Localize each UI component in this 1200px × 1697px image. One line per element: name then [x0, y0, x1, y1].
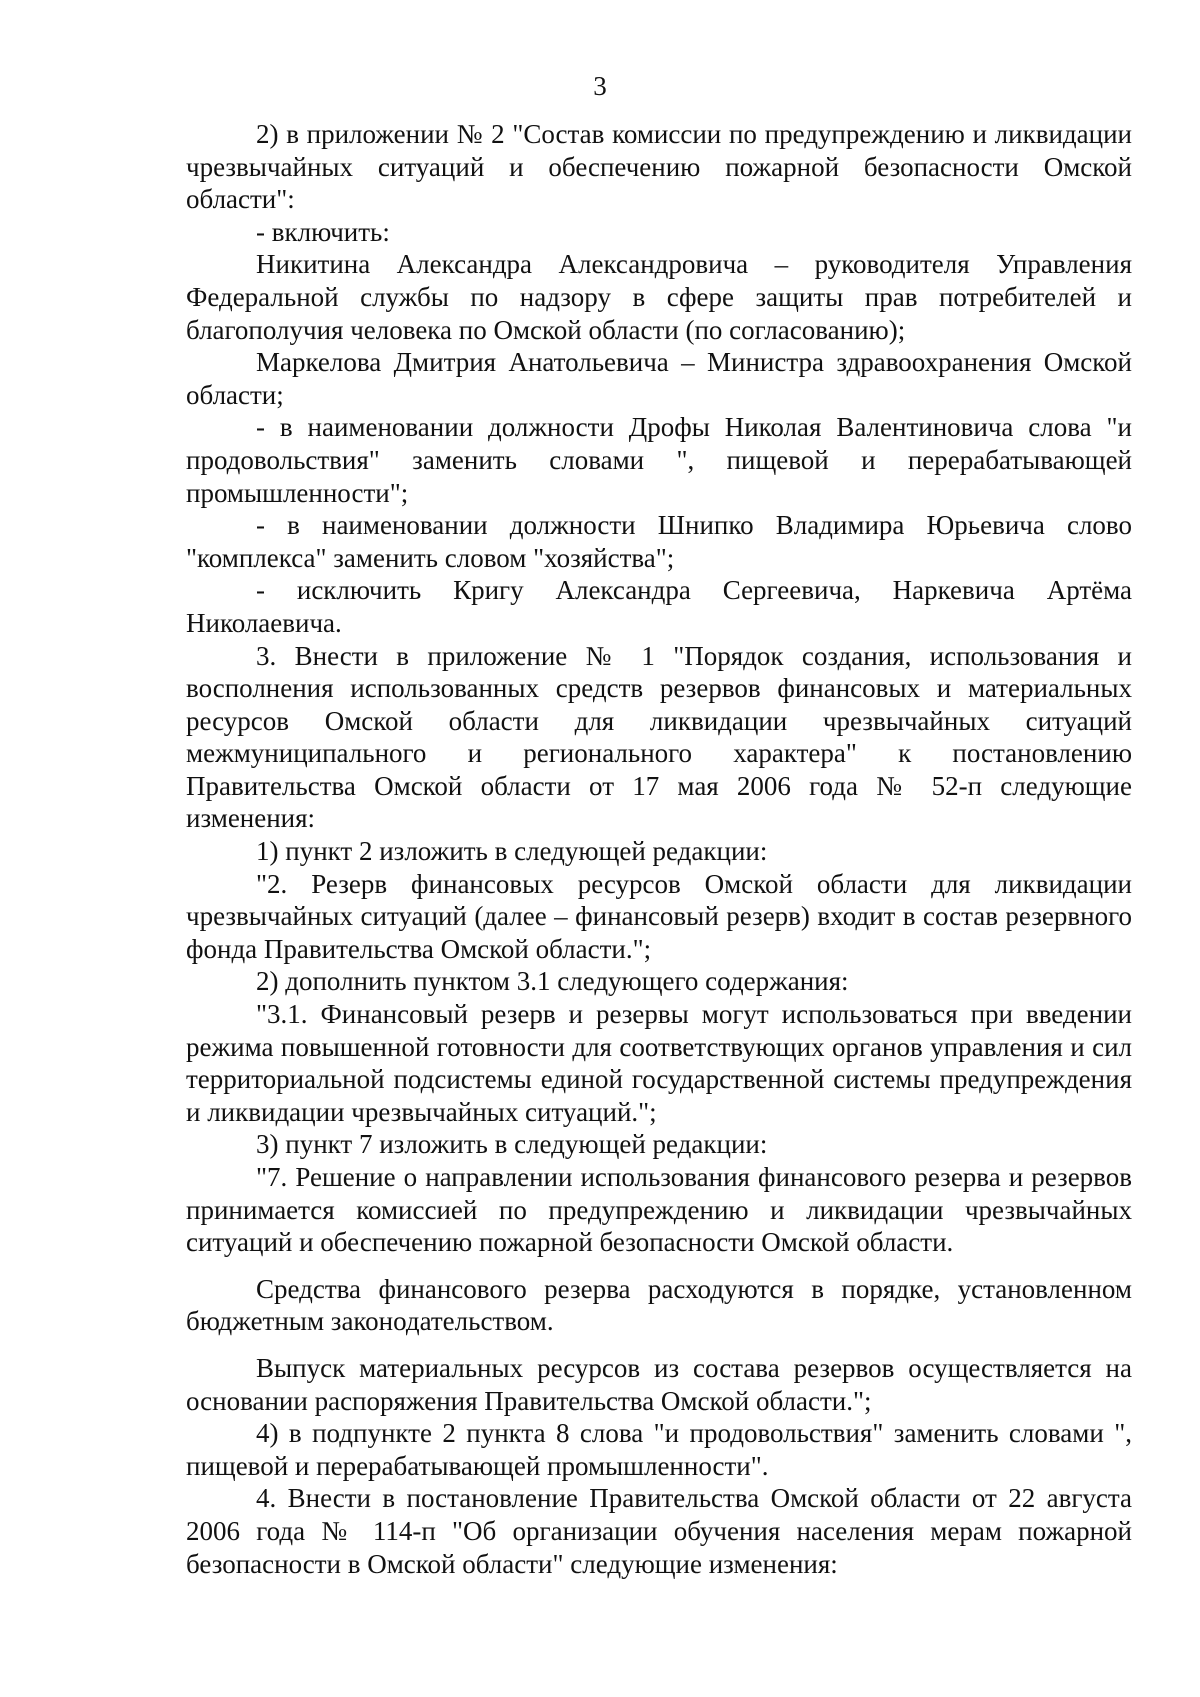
- paragraph-subitem-2: 2) дополнить пунктом 3.1 следующего содержания:: [256, 966, 849, 997]
- paragraph-shnipko: - в наименовании должности Шнипко Владимира Юрьевича слово "комплекса" заменить словом "хозяйства";: [186, 510, 1132, 573]
- paragraph-funds: Средства финансового резерва расходуются в порядке, установленном бюджетным законодательством.: [186, 1273, 1132, 1337]
- paragraph-exclude: - исключить Кригу Александра Сергеевича, Наркевича Артёма Николаевича.: [186, 575, 1132, 638]
- paragraph-item-4: 4. Внести в постановление Правительства Омской области от 22 августа 2006 года № 114-п "Об организации обучения населения мерам пожарной безопасности в Омской области" следующие изменения:: [186, 1483, 1132, 1579]
- paragraph-markelov: Маркелова Дмитрия Анатольевича – Министра здравоохранения Омской области;: [186, 347, 1132, 410]
- paragraph-quote-2: "2. Резерв финансовых ресурсов Омской области для ликвидации чрезвычайных ситуаций (далее – финансовый резерв) входит в состав резервного фонда Правительства Омской области.";: [186, 868, 1132, 964]
- paragraph-include: - включить:: [256, 216, 390, 247]
- document-body: [186, 118, 1132, 1580]
- paragraph-release: Выпуск материальных ресурсов из состава резервов осуществляется на основании распоряжения Правительства Омской области.";: [186, 1352, 1132, 1416]
- paragraph-quote-7: "7. Решение о направлении использования финансового резерва и резервов принимается комиссией по предупреждению и ликвидации чрезвычайных ситуаций и обеспечению пожарной безопасности Омской области.: [186, 1162, 1132, 1258]
- paragraph-appendix-2-intro: 2) в приложении № 2 "Состав комиссии по предупреждению и ликвидации чрезвычайных ситуаций и обеспечению пожарной безопасности Омской области":: [186, 119, 1132, 215]
- paragraph-subitem-4: 4) в подпункте 2 пункта 8 слова "и продовольствия" заменить словами ", пищевой и перерабатывающей промышленности".: [186, 1418, 1132, 1481]
- paragraph-subitem-1: 1) пункт 2 изложить в следующей редакции:: [256, 836, 768, 867]
- paragraph-nikitin: Никитина Александра Александровича – руководителя Управления Федеральной службы по надзору в сфере защиты прав потребителей и благополучия человека по Омской области (по согласованию);: [186, 249, 1132, 345]
- paragraph-drofa: - в наименовании должности Дрофы Николая Валентиновича слова "и продовольствия" заменить словами ", пищевой и перерабатывающей промышленности";: [186, 412, 1132, 508]
- page-number: 3: [593, 71, 607, 101]
- paragraph-subitem-3: 3) пункт 7 изложить в следующей редакции:: [256, 1129, 768, 1160]
- paragraph-quote-3-1: "3.1. Финансовый резерв и резервы могут использоваться при введении режима повышенной готовности для соответствующих органов управления и сил территориальной подсистемы единой государственной системы предупреждения и ликвидации чрезвычайных ситуаций.";: [186, 999, 1132, 1127]
- paragraph-item-3: 3. Внести в приложение № 1 "Порядок создания, использования и восполнения использованных средств резервов финансовых и материальных ресурсов Омской области для ликвидации чрезвычайных ситуаций межмуниципального и регионального характера" к постановлению Правительства Омской области от 17 мая 2006 года № 52-п следующие изменения:: [186, 640, 1132, 834]
